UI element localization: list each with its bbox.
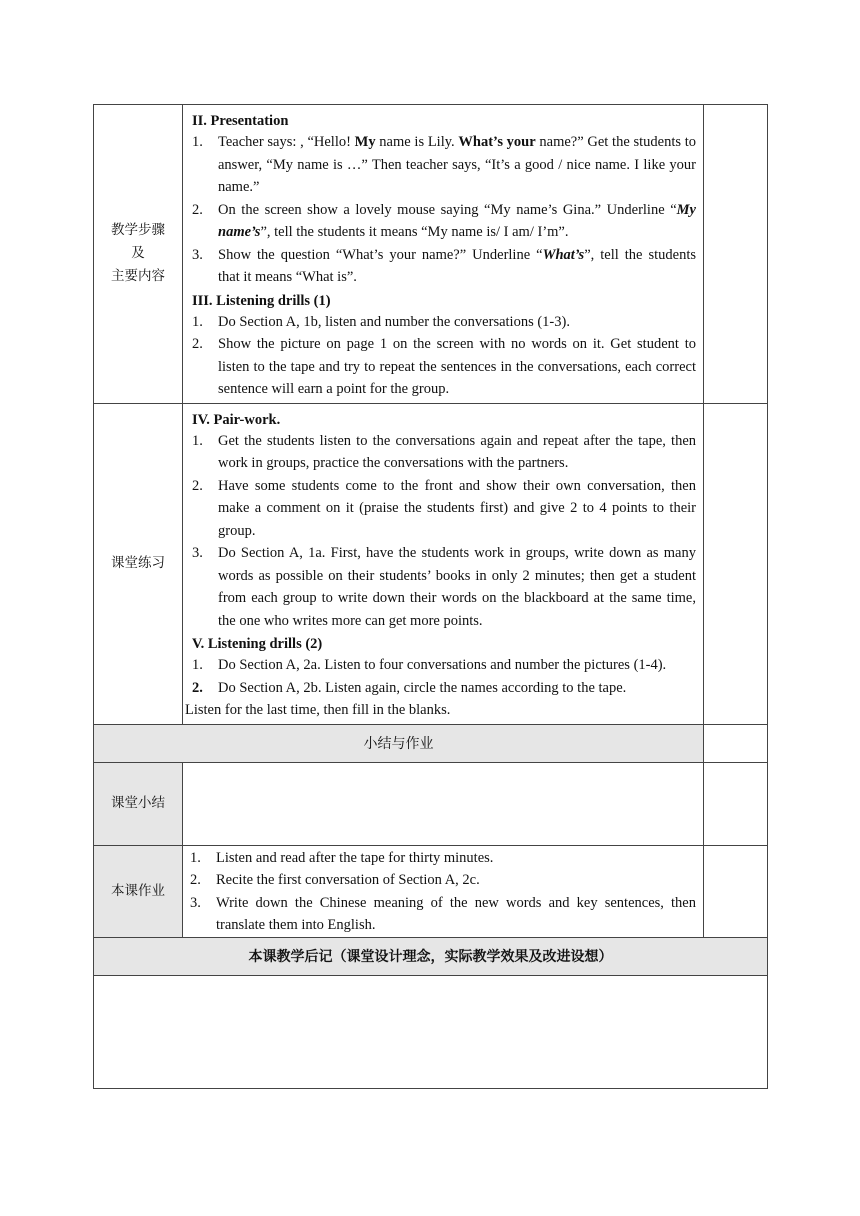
homework-label-cell <box>94 845 183 937</box>
item-number: 1. <box>192 134 203 150</box>
item-text: Do Section A, 2b. Listen again, circle the names according to the tape. <box>218 679 627 696</box>
pairwork-item-3 <box>192 542 696 632</box>
steps-label-line3: 主要内容 <box>111 268 165 285</box>
item-number: 1. <box>190 849 201 866</box>
reflection-row <box>94 975 768 1088</box>
steps-label-line2: 及 <box>131 245 145 262</box>
item-text: name?” Get the students to answer, “My name is …” Then teacher says, “It’s a good / nice name. I like your name.” <box>218 134 697 195</box>
item-text: On the screen show a lovely mouse saying “My name’s Gina.” Underline “ <box>218 201 677 218</box>
homework-item-3 <box>190 892 696 937</box>
steps-row <box>94 105 768 404</box>
listening2-extra: Listen for the last time, then fill in the blanks. <box>185 702 451 718</box>
item-number: 2. <box>190 872 201 888</box>
listening2-item-2 <box>192 677 696 700</box>
summary-homework-header-row <box>94 724 768 762</box>
pairwork-list <box>192 430 696 633</box>
presentation-item-1 <box>192 131 696 199</box>
reflection-content-cell <box>94 975 768 1088</box>
item-bold: My <box>354 134 376 150</box>
practice-label: 课堂练习 <box>111 555 165 571</box>
homework-label: 本课作业 <box>111 882 165 899</box>
item-text: Listen and read after the tape for thirty minutes. <box>216 849 494 866</box>
presentation-item-3 <box>192 244 696 289</box>
item-bold-italic: What’s <box>542 246 585 263</box>
item-number: 1. <box>192 432 203 449</box>
listening1-list <box>192 311 696 401</box>
summary-row <box>94 762 768 845</box>
reflection-header: 本课教学后记（课堂设计理念，实际教学效果及改进设想） <box>94 937 768 975</box>
homework-content-cell <box>183 845 704 937</box>
item-number: 2. <box>192 477 203 494</box>
steps-content-cell <box>183 105 704 404</box>
listening1-item-1 <box>192 311 696 334</box>
listening1-title: III. Listening drills (1) <box>192 292 331 309</box>
listening2-item-1 <box>192 654 696 677</box>
practice-content-cell <box>183 403 704 724</box>
item-text: name is Lily. <box>375 134 459 150</box>
item-number: 2. <box>192 336 203 352</box>
pairwork-item-2 <box>192 475 696 543</box>
item-number: 3. <box>192 246 203 263</box>
practice-label-cell <box>94 403 183 724</box>
summary-content-cell <box>183 762 704 845</box>
summary-label-cell <box>94 762 183 845</box>
item-text: Write down the Chinese meaning of the new words and key sentences, then translate them into English. <box>216 894 696 933</box>
summary-homework-header: 小结与作业 <box>94 724 704 762</box>
item-text: Show the question “What’s your name?” Underline “ <box>218 246 543 263</box>
item-number: 2. <box>192 679 203 696</box>
practice-row <box>94 403 768 724</box>
pairwork-title: IV. Pair-work. <box>192 411 281 428</box>
item-text: Recite the first conversation of Section A, 2c. <box>216 872 480 888</box>
item-number: 3. <box>192 545 203 561</box>
item-number: 1. <box>192 657 203 673</box>
listening2-list <box>192 654 696 699</box>
item-bold: What’s your <box>458 134 536 150</box>
listening1-item-2 <box>192 333 696 401</box>
notes-cell <box>704 762 768 845</box>
steps-label-cell <box>94 105 183 404</box>
lesson-plan-page <box>93 104 767 1089</box>
notes-cell <box>704 403 768 724</box>
item-text: Do Section A, 2a. Listen to four conversations and number the pictures (1-4). <box>218 657 667 673</box>
homework-row <box>94 845 768 937</box>
summary-label: 课堂小结 <box>111 795 165 811</box>
lesson-plan-table <box>93 104 768 1089</box>
item-text: ”, tell the students it means “My name is/ I am/ I’m”. <box>260 224 569 240</box>
item-number: 3. <box>190 894 201 911</box>
item-bold-italic: My name’s <box>218 201 696 240</box>
homework-item-2 <box>190 869 696 892</box>
item-number: 1. <box>192 313 203 330</box>
presentation-title: II. Presentation <box>192 113 289 129</box>
homework-item-1 <box>190 847 696 870</box>
notes-cell <box>704 724 768 762</box>
item-text: Do Section A, 1b, listen and number the conversations (1-3). <box>218 313 570 330</box>
notes-cell <box>704 105 768 404</box>
item-text: ”, tell the students that it means “What is”. <box>218 246 696 285</box>
item-text: Show the picture on page 1 on the screen with no words on it. Get student to listen to the tape and try to repeat the sentences in the conversations, each correct sentence will earn a point for the group. <box>218 336 696 397</box>
listening2-title: V. Listening drills (2) <box>192 636 323 652</box>
item-number: 2. <box>192 201 203 218</box>
presentation-item-2 <box>192 199 696 244</box>
notes-cell <box>704 845 768 937</box>
item-text: Have some students come to the front and show their own conversation, then make a comment on it (praise the students first) and give 2 to 4 points to their group. <box>218 477 696 539</box>
reflection-header-row <box>94 937 768 975</box>
homework-list <box>190 847 696 937</box>
item-text: Teacher says: , “Hello! <box>218 134 355 150</box>
presentation-list <box>192 131 696 289</box>
steps-label-line1: 教学步骤 <box>111 222 165 239</box>
pairwork-item-1 <box>192 430 696 475</box>
item-text: Do Section A, 1a. First, have the students work in groups, write down as many words as possible on their students’ books in only 2 minutes; then get a student from each group to write down their words on the blackboard at the same time, the one who writes more can get more points. <box>218 545 696 629</box>
item-text: Get the students listen to the conversations again and repeat after the tape, then work in groups, practice the conversations with the partners. <box>218 432 696 471</box>
